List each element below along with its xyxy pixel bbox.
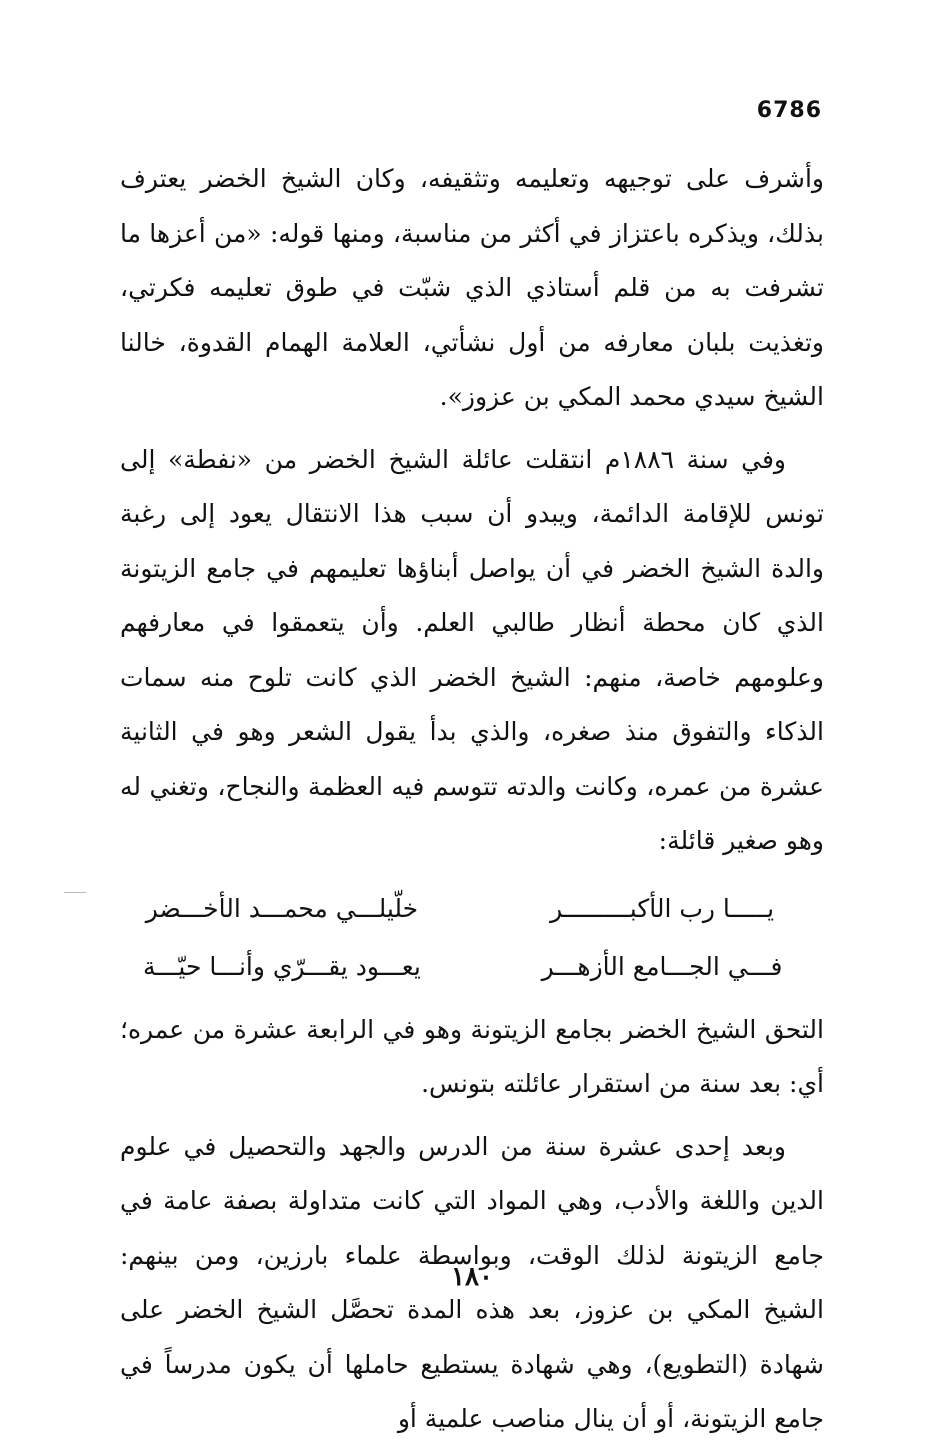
poem-verse-2 [120,939,824,997]
paragraph-4: وبعد إحدى عشرة سنة من الدرس والجهد والتحصيل في علوم الدين واللغة والأدب، وهي المواد التي كانت متداولة بصفة عامة في جامع الزيتونة لذلك الوقت، وبواسطة علماء بارزين، ومن بينهم: الشيخ المكي بن عزوز، بعد هذه المدة تحصَّل الشيخ الخضر على شهادة (التطويع)، وهي شهادة يستطيع حاملها أن يكون مدرساً في جامع الزيتونة، أو أن ينال مناصب علمية أو [120,1131,824,1433]
paragraph-3: التحق الشيخ الخضر بجامع الزيتونة وهو في الرابعة عشرة من عمره؛ أي: بعد سنة من استقرار عائلته بتونس. [120,1014,824,1098]
verse-2-first-hemistich: فـــي الجـــامع الأزهـــر [541,952,783,982]
margin-mark [64,892,86,893]
page-id: 6786 [756,98,822,123]
poem [120,881,824,997]
poem-verse-1 [120,881,824,939]
paragraph-1: وأشرف على توجيهه وتعليمه وتثقيفه، وكان الشيخ الخضر يعترف بذلك، ويذكره باعتزاز في أكثر من مناسبة، ومنها قوله: «من أعزها ما تشرفت به من قلم أستاذي الذي شبّت في طوق تعليمه فكرتي، وتغذيت بلبان معارفه من أول نشأتي، العلامة الهمام القدوة، خالنا الشيخ سيدي محمد المكي بن عزوز». [120,164,824,411]
verse-1-first-hemistich: يـــــا رب الأكبـــــــــر [550,894,775,924]
page-body [120,152,824,1447]
page-number: ١٨٠ [451,1262,493,1292]
verse-1-second-hemistich: خلّيلـــي محمـــد الأخـــضر [145,894,419,924]
paragraph-2: وفي سنة ١٨٨٦م انتقلت عائلة الشيخ الخضر من «نفطة» إلى تونس للإقامة الدائمة، ويبدو أن سبب هذا الانتقال يعود إلى رغبة والدة الشيخ الخضر في أن يواصل أبناؤها تعليمهم في جامع الزيتونة الذي كان محطة أنظار طالبي العلم. وأن يتعمقوا في معارفهم وعلومهم خاصة، منهم: الشيخ الخضر الذي كانت تلوح منه سمات الذكاء والتفوق منذ صغره، والذي بدأ يقول الشعر وهو في الثانية عشرة من عمره، وكانت والدته تتوسم فيه العظمة والنجاح، وتغني له وهو صغير قائلة: [120,444,824,855]
verse-2-second-hemistich: يعـــود يقـــرّي وأنـــا حيّـــة [143,952,421,982]
